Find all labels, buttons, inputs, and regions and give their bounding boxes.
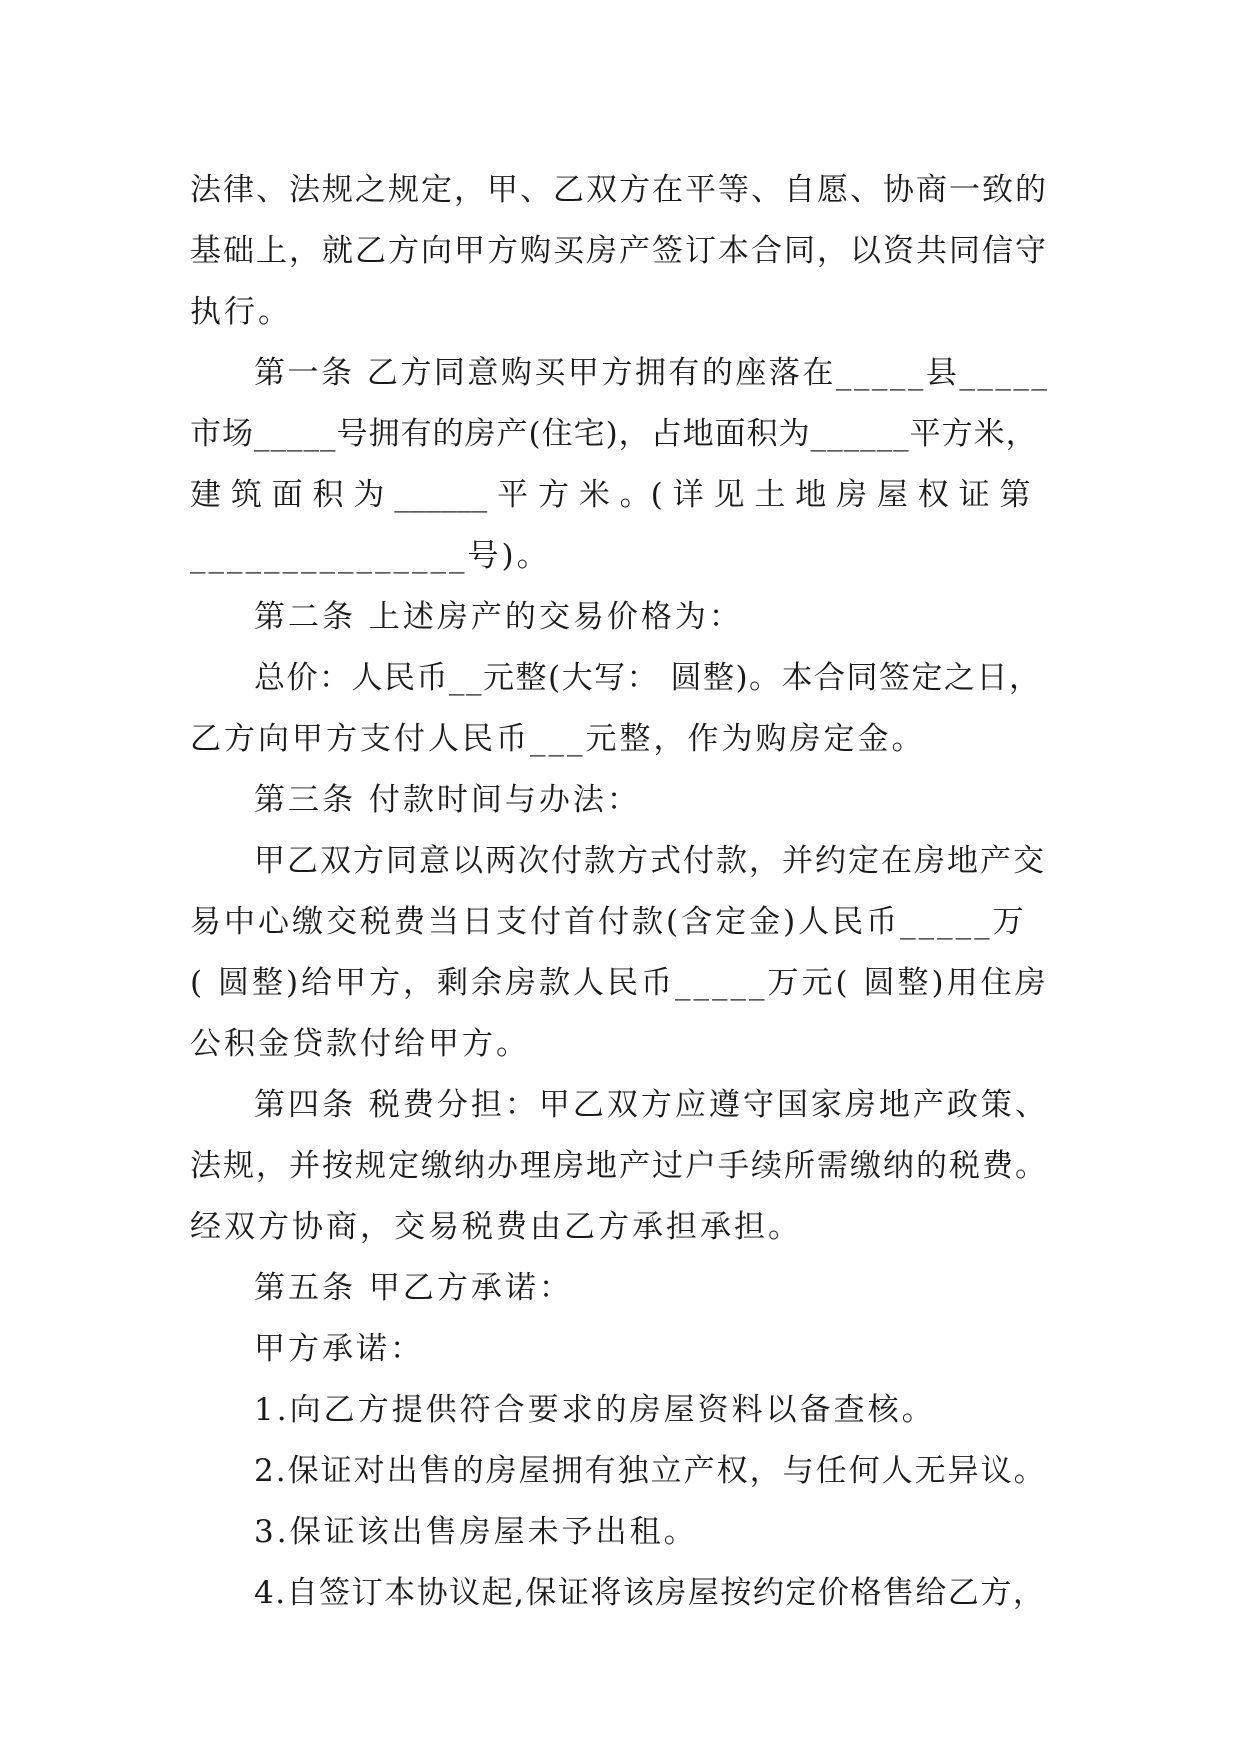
text-line: 经双方协商，交易税费由乙方承担承担。 — [190, 1209, 802, 1245]
text-line: 易中心缴交税费当日支付首付款(含定金)人民币_____万 — [190, 904, 1027, 940]
document-page — [190, 160, 1050, 1624]
article-5-line: 第五条 甲乙方承诺： — [254, 1270, 573, 1306]
article-2-line: 第二条 上述房产的交易价格为： — [254, 599, 743, 635]
text-line: 法规，并按规定缴纳办理房地产过户手续所需缴纳的税费。 — [190, 1148, 1048, 1184]
list-item: 2.保证对出售的房屋拥有独立产权，与任何人无异议。 — [254, 1453, 1047, 1489]
text-line: 甲方承诺： — [254, 1331, 424, 1367]
text-line: 甲乙双方同意以两次付款方式付款，并约定在房地产交 — [254, 843, 1046, 879]
article-1-line: 第一条 乙方同意购买甲方拥有的座落在_____县_____ — [254, 355, 1050, 391]
text-line: ( 圆整)给甲方，剩余房款人民币_____万元( 圆整)用住房 — [190, 965, 1049, 1001]
text-line: 公积金贷款付给甲方。 — [190, 1026, 530, 1062]
article-3-line: 第三条 付款时间与办法： — [254, 782, 641, 818]
list-item: 3.保证该出售房屋未予出租。 — [254, 1514, 698, 1550]
article-4-line: 第四条 税费分担：甲乙双方应遵守国家房地产政策、 — [254, 1087, 1049, 1123]
text-line: 建 筑 面 积 为 ______ 平 方 米 。( 详 见 土 地 房 屋 权 证 第 — [190, 477, 1031, 513]
text-line: _______________号)。 — [190, 538, 551, 574]
list-item: 4.自签订本协议起,保证将该房屋按约定价格售给乙方， — [254, 1575, 1046, 1611]
text-line: 法律、法规之规定，甲、乙双方在平等、自愿、协商一致的 — [190, 172, 1048, 208]
text-line: 市场_____号拥有的房产(住宅)，占地面积为______平方米， — [190, 416, 1038, 452]
text-line: 乙方向甲方支付人民币___元整，作为购房定金。 — [190, 721, 926, 757]
text-line: 总价：人民币__元整(大写： 圆整)。本合同签定之日， — [254, 660, 1042, 696]
text-line: 基础上，就乙方向甲方购买房产签订本合同，以资共同信守 — [190, 233, 1048, 269]
list-item: 1.向乙方提供符合要求的房屋资料以备查核。 — [254, 1392, 936, 1428]
text-line: 执行。 — [190, 294, 292, 330]
